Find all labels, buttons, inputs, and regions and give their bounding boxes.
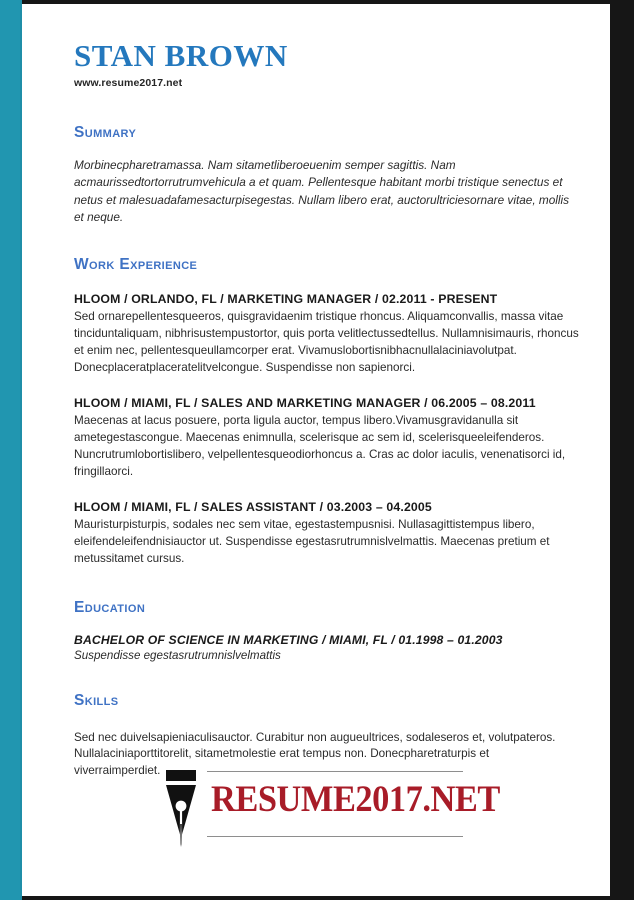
resume-header [74,40,586,89]
candidate-name: STAN BROWN [74,38,288,73]
section-heading-summary: Summary [74,123,137,141]
job-entry [74,500,586,568]
job-entry [74,396,586,481]
fountain-pen-nib-icon [163,768,205,848]
section-heading-education: Education [74,598,146,616]
page-border-bottom [22,896,610,900]
section-heading-skills: Skills [74,692,119,710]
logo-text: RESUME2017.NET [211,779,500,820]
accent-edge-strip-highlight [20,0,22,900]
resume-content [74,40,586,780]
job-entry [74,292,586,377]
job-title: HLOOM / MIAMI, FL / SALES ASSISTANT / 03.2003 – 04.2005 [74,499,432,514]
page-border-top [22,0,610,4]
education-title: BACHELOR OF SCIENCE IN MARKETING / MIAMI, FL / 01.1998 – 01.2003 [74,633,503,648]
accent-edge-strip [0,0,22,900]
job-title: HLOOM / ORLANDO, FL / MARKETING MANAGER / 02.2011 - PRESENT [74,291,498,306]
job-description: Sed ornarepellentesqueeros, quisgravidaenim tristique rhoncus. Aliquamconvallis, massa vitae tinciduntaliquam, nibhrisustempustortor, quis porta velitlectussedtellus. Nullamnisimauris, rhoncus et enim nec, pellentesqueullamcorper erat. Vivamuslobortisnibhacnullalaciniavolutpat. Donecplaceratplaceratelitvelcongue. Suspendisse non sapienorci. [74,309,579,374]
job-description: Mauristurpisturpis, sodales nec sem vitae, egestastempusnisi. Nullasagittistempus libero, eleifendeleifendnisiauctor ut. Suspendisse egestasrutrumnislvelmattis. Maecenas pretium et metussitamet cursus. [74,517,550,565]
candidate-website: www.resume2017.net [74,76,183,89]
summary-text: Morbinecpharetramassa. Nam sitametliberoeuenim semper sagittis. Nam acmaurissedtortorrutrumvehicula a et quam. Pellentesque habitant morbi tristique senectus et netus et malesuadafamesacturpisegestas. Nullam libero erat, auctorultriciesornare vitae, mollis et neque. [74,158,570,225]
skills-text: Sed nec duivelsapieniaculisauctor. Curabitur non augueultrices, sodaleseros et, volutpateros. Nullalaciniaporttitorelit, sitametmolestie erat tempus non. Donecpharetraturpis et viverraimperdiet. [74,730,556,778]
logo-rule-bottom [207,836,463,837]
education-entry [74,633,586,662]
job-title: HLOOM / MIAMI, FL / SALES AND MARKETING MANAGER / 06.2005 – 08.2011 [74,395,536,410]
education-subtitle: Suspendisse egestasrutrumnislvelmattis [74,649,281,663]
section-heading-work-experience: Work Experience [74,256,198,274]
footer-logo [163,768,500,848]
logo-rules [207,768,500,848]
job-description: Maecenas at lacus posuere, porta ligula auctor, tempus libero.Vivamusgravidanulla sit ametegestascongue. Maecenas enimnulla, scelerisque ac sem id, scelerisqueeleifenderos. Nuncrutrumlobortislibero, velpellentesqueodiorhoncus a. Cras ac dolor iaculis, venenatisorci id, fringillaorci. [74,413,566,478]
logo-rule-top [207,771,463,772]
page-border-right [610,0,634,900]
